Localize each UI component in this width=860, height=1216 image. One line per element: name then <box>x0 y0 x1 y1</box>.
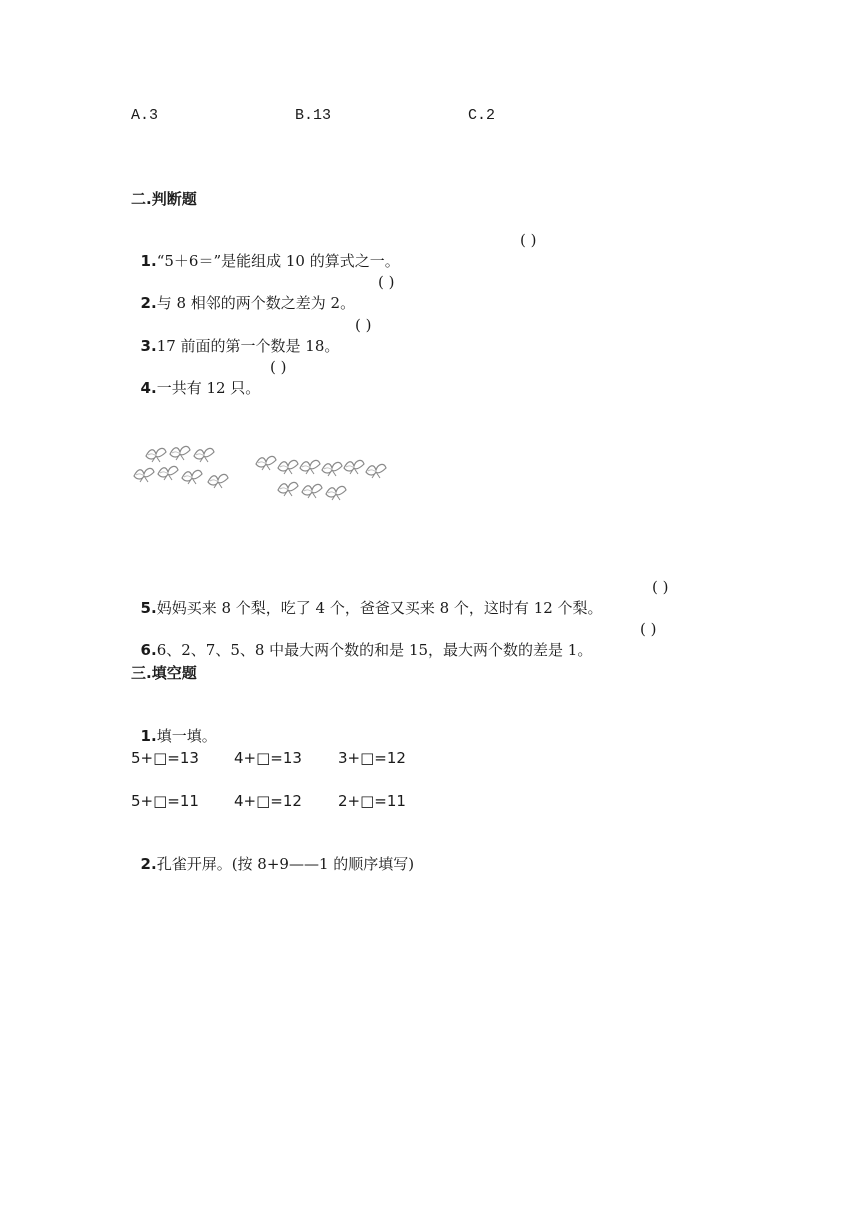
question-text: 一共有 12 只。 <box>156 379 261 397</box>
choice-c: C.2 <box>468 107 496 124</box>
fill-question-2 <box>131 834 414 874</box>
judgment-question-4 <box>131 358 260 398</box>
equation[interactable]: 5+□=13 <box>131 749 199 767</box>
judgment-question-5 <box>131 578 603 618</box>
bird-group-left <box>134 446 228 488</box>
choice-b: B.13 <box>295 107 332 124</box>
answer-blank[interactable]: ( ) <box>355 316 372 334</box>
choice-a: A.3 <box>131 107 159 124</box>
question-number: 2. <box>140 294 157 312</box>
question-text: 孔雀开屏。(按 8+9——1 的顺序填写) <box>156 855 415 873</box>
equation[interactable]: 4+□=12 <box>234 792 302 810</box>
question-number: 6. <box>140 641 157 659</box>
question-number: 4. <box>140 379 157 397</box>
judgment-question-6 <box>131 620 592 660</box>
question-number: 2. <box>140 855 157 873</box>
question-number: 3. <box>140 337 157 355</box>
equation[interactable]: 2+□=11 <box>338 792 406 810</box>
judgment-question-2 <box>131 273 355 313</box>
judgment-question-3 <box>131 316 339 356</box>
answer-blank[interactable]: ( ) <box>640 620 657 638</box>
equation[interactable]: 5+□=11 <box>131 792 199 810</box>
birds-figure <box>128 432 388 512</box>
answer-blank[interactable]: ( ) <box>652 578 669 596</box>
question-number: 1. <box>140 252 157 270</box>
question-text: 填一填。 <box>156 727 217 745</box>
question-number: 1. <box>140 727 157 745</box>
question-text: 妈妈买来 8 个梨，吃了 4 个，爸爸又买来 8 个，这时有 12 个梨。 <box>156 599 603 617</box>
section-title-judgment: 二.判断题 <box>131 190 197 208</box>
question-text: “5＋6＝”是能组成 10 的算式之一。 <box>156 252 400 270</box>
answer-blank[interactable]: ( ) <box>520 231 537 249</box>
question-text: 17 前面的第一个数是 18。 <box>156 337 340 355</box>
question-text: 6、2、7、5、8 中最大两个数的和是 15，最大两个数的差是 1。 <box>156 641 593 659</box>
judgment-question-1 <box>131 231 400 271</box>
bird-group-right <box>256 456 386 500</box>
question-text: 与 8 相邻的两个数之差为 2。 <box>156 294 356 312</box>
answer-blank[interactable]: ( ) <box>378 273 395 291</box>
section-title-fill-in: 三.填空题 <box>131 664 197 682</box>
equation[interactable]: 3+□=12 <box>338 749 406 767</box>
equation[interactable]: 4+□=13 <box>234 749 302 767</box>
fill-question-1 <box>131 706 217 746</box>
answer-blank[interactable]: ( ) <box>270 358 287 376</box>
question-number: 5. <box>140 599 157 617</box>
